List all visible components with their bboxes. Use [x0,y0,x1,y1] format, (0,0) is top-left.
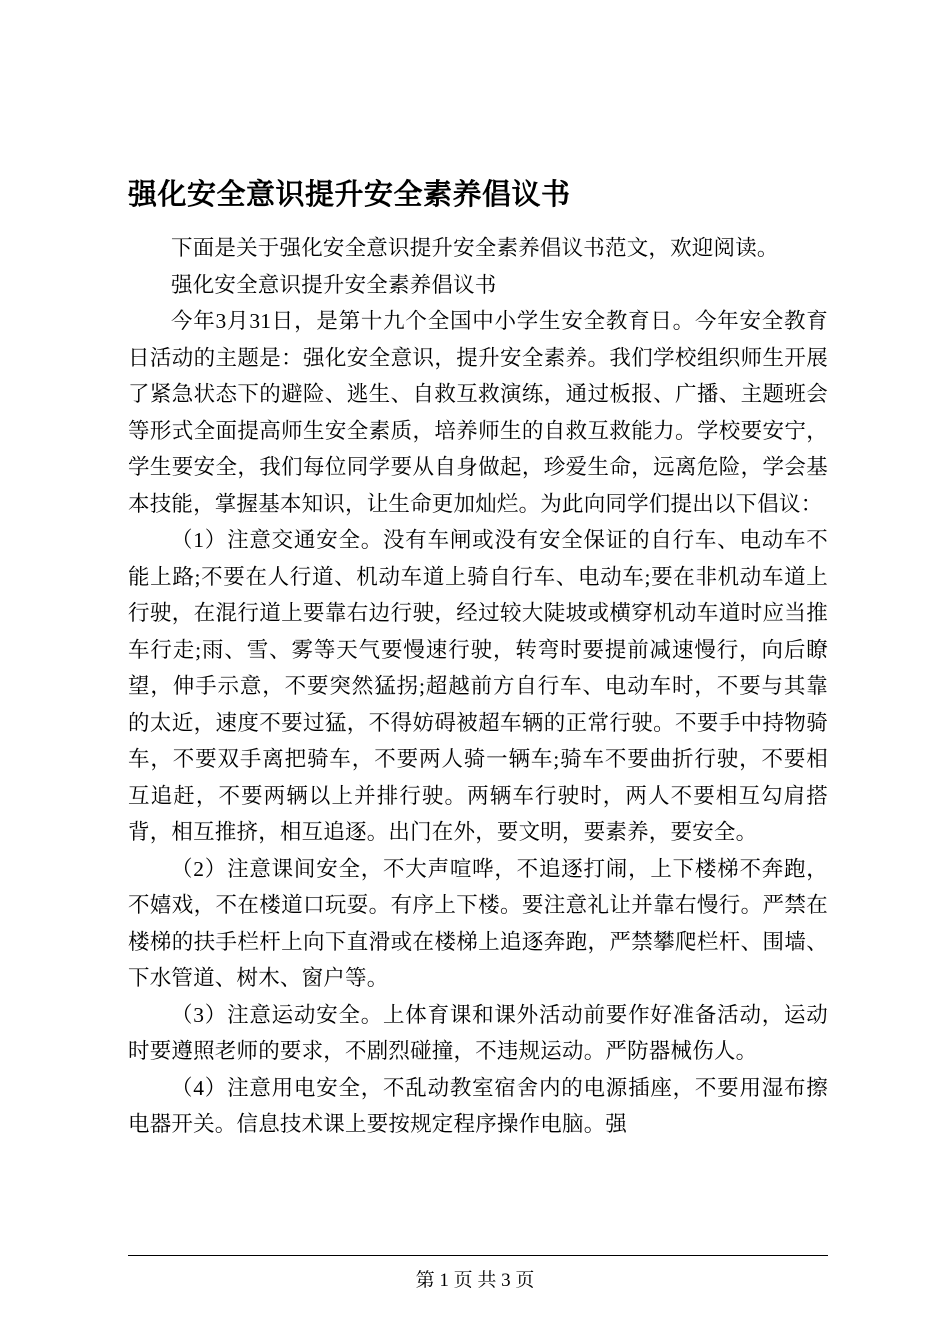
page-title: 强化安全意识提升安全素养倡议书 [128,177,571,211]
paragraph-intro: 下面是关于强化安全意识提升安全素养倡议书范文，欢迎阅读。 [171,236,779,260]
paragraph-item-3: （3）注意运动安全。上体育课和课外活动前要作好准备活动，运动时要遵照老师的要求，不剧烈碰撞，不违规运动。严防器械伤人。 [128,1002,828,1063]
document-body [128,172,828,1143]
paragraph-item-1: （1）注意交通安全。没有车闸或没有安全保证的自行车、电动车不能上路;不要在人行道、机动车道上骑自行车、电动车;要在非机动车道上行驶，在混行道上要靠右边行驶，经过较大陡坡或横穿机动车道时应当推车行走;雨、雪、雾等天气要慢速行驶，转弯时要提前减速慢行，向后瞭望，伸手示意，不要突然猛拐;超越前方自行车、电动车时，不要与其靠的太近，速度不要过猛，不得妨碍被超车辆的正常行驶。不要手中持物骑车，不要双手离把骑车，不要两人骑一辆车;骑车不要曲折行驶，不要相互追赶，不要两辆以上并排行驶。两辆车行驶时，两人不要相互勾肩搭背，相互推挤，相互追逐。出门在外，要文明，要素养，要安全。 [128,528,828,844]
paragraph-item-2: （2）注意课间安全，不大声喧哗，不追逐打闹，上下楼梯不奔跑，不嬉戏，不在楼道口玩耍。有序上下楼。要注意礼让并靠右慢行。严禁在楼梯的扶手栏杆上向下直滑或在楼梯上追逐奔跑，严禁攀爬栏杆、围墙、下水管道、树木、窗户等。 [128,856,828,990]
page-footer: 第 1 页 共 3 页 [415,1270,535,1291]
footer-divider [128,1255,828,1256]
paragraph-opening: 今年3月31日，是第十九个全国中小学生安全教育日。今年安全教育日活动的主题是：强化安全意识，提升安全素养。我们学校组织师生开展了紧急状态下的避险、逃生、自救互救演练，通过板报、广播、主题班会等形式全面提高师生安全素质，培养师生的自救互救能力。学校要安宁，学生要安全，我们每位同学要从自身做起，珍爱生命，远离危险，学会基本技能，掌握基本知识，让生命更加灿烂。为此向同学们提出以下倡议： [128,309,828,516]
paragraph-subtitle: 强化安全意识提升安全素养倡议书 [171,272,497,297]
paragraph-item-4: （4）注意用电安全，不乱动教室宿舍内的电源插座，不要用湿布擦电器开关。信息技术课上要按规定程序操作电脑。强 [128,1075,828,1136]
